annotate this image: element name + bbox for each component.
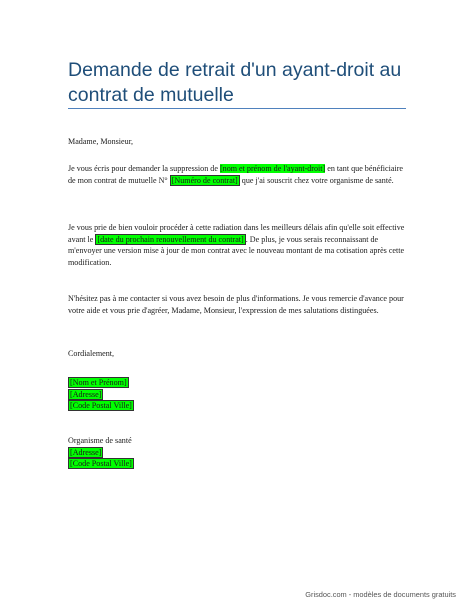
document-title: Demande de retrait d'un ayant-droit au contrat de mutuelle <box>68 59 402 106</box>
placeholder-numero-contrat: [Numéro de contrat] <box>171 175 238 185</box>
paragraph-1 <box>68 163 408 186</box>
organism-address: [Adresse] <box>70 447 102 457</box>
sender-name: [Nom et Prénom] <box>70 378 127 387</box>
sender-block <box>68 377 408 412</box>
paragraph-2 <box>68 222 408 268</box>
placeholder-ayant-droit: [nom et prénom de l'ayant-droit] <box>219 164 326 173</box>
sender-address: [Adresse] <box>70 389 102 399</box>
footer-credit: Grisdoc.com - modèles de documents gratuits <box>305 590 456 599</box>
organism-block <box>68 435 408 470</box>
paragraph-3: N'hésitez pas à me contacter si vous avez besoin de plus d'informations. Je vous remercie d'avance pour votre aide et vous prie d'agréer, Madame, Monsieur, l'expression de mes salutations distinguées. <box>68 294 404 315</box>
p1-text-b: en tant que bénéficiaire de mon contrat de mutuelle N° <box>68 164 403 185</box>
p1-text-c: que j'ai souscrit chez votre organisme de santé. <box>239 175 394 185</box>
organism-city: [Code Postal Ville] <box>70 459 132 469</box>
closing: Cordialement, <box>68 349 115 358</box>
p2-text-a: Je vous prie de bien vouloir procéder à cette radiation dans les meilleurs délais afin qu'elle soit effective avant le <box>68 223 405 244</box>
title-divider <box>68 108 406 109</box>
salutation: Madame, Monsieur, <box>68 137 134 146</box>
p1-text-a: Je vous écris pour demander la suppression de <box>68 164 220 173</box>
sender-city: [Code Postal Ville] <box>70 401 132 411</box>
placeholder-date-renouvellement: [date du prochain renouvellement du contrat] <box>97 234 244 244</box>
organism-label: Organisme de santé <box>68 436 132 445</box>
p2-text-b: . De plus, je vous serais reconnaissant de m'envoyer une version mise à jour de mon contrat avec le nouveau montant de ma cotisation après cette modification. <box>68 234 405 267</box>
